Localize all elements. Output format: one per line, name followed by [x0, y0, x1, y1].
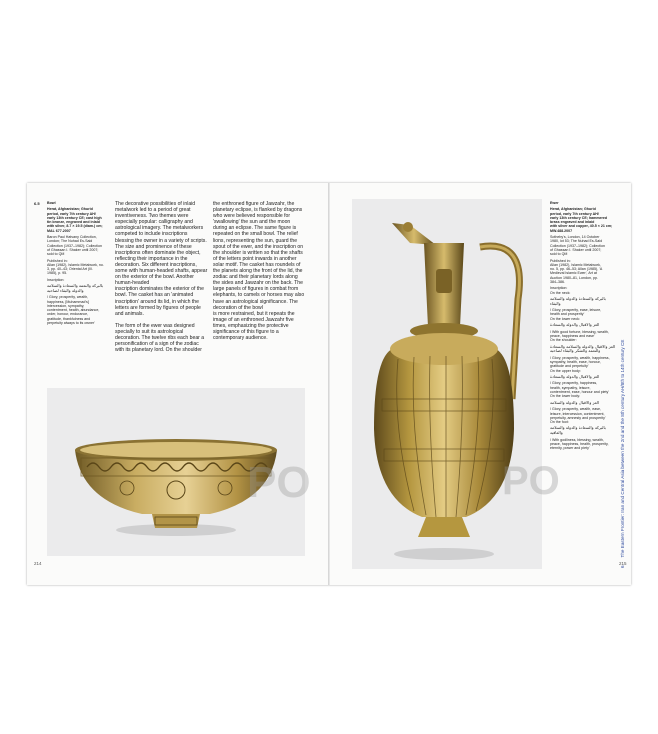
- inscription-arabic: بالبركة والسعادة والدولة والسلامة والعافية: [550, 425, 606, 436]
- catalogue-number: 6.5: [34, 201, 40, 206]
- page-number: 215: [619, 561, 627, 566]
- inscription-translation: / Glory, prosperity, ease, leisure, health and prosperity' On the lower neck:: [550, 308, 602, 321]
- bowl-photo: [47, 388, 311, 556]
- inscription-translation: / Glory, prosperity, wealth, happiness, [Muhammad's] intercession, sympathy, contentment, health, abundance, order, honour, endurance, gratitude, thankfulness and perpetuity always to its owner': [47, 295, 100, 326]
- provenance: Sotheby's, London, 14 October 1980, lot 53; The Nuhad Es-Said Collection (1937–1982); Collection of Ghassan I. Shaker until 2007; sold to QM: [550, 235, 605, 257]
- caption-column: [47, 201, 119, 327]
- inscription-translation: / With godliness, blessing, wealth, peace, happiness, health, prosperity, eternity, power and piety': [550, 437, 609, 451]
- body-paragraph: The decorative possibilities of inlaid metalwork led to a period of great inventiveness. Two themes were especially popular: calligraphy and astrological imagery. The metalworkers competed to include inscriptions blessing the owner in a variety of scripts. The size and prominence of these inscriptions often dominate the object, reflecting their importance in the decoration. Six different inscriptions, some with human-headed shafts, appear on the exterior of the bowl. Another human-headed inscription dominates the exterior of the bowl. The casket has an 'animated inscription' around its lid, in which the letters are formed by figures of people and animals.: [115, 201, 208, 317]
- right-page: [330, 183, 631, 585]
- page-number: 214: [34, 561, 42, 566]
- caption-title: Ewer: [550, 201, 559, 205]
- running-head-number: 6: [620, 565, 625, 568]
- inscription-arabic: العز والاقبال والدولة والسعادة: [550, 322, 600, 328]
- body-paragraph: The form of the ewer was designed specially to suit its astrological decoration. The twelve ribs each bear a personification of a sign of the zodiac with its planetary lord. On the shoulder: [115, 322, 205, 354]
- running-head: [620, 208, 625, 568]
- inscription-arabic: بالبركة والسعادة والدولة والسلامة والبقاء: [550, 295, 606, 306]
- left-page: [27, 183, 328, 585]
- published: Published in: Allan (1982), Islamic Metalwork, no. 5, pp. 46–53; Allan (1985), 'A Medieval Islamic Ewer', Art at Auction 1980–81, London, pp. 384–386.: [550, 258, 603, 285]
- inscription-arabic: العز والاقبال والدولة والسعادة: [550, 373, 600, 379]
- book-spread: [27, 183, 631, 585]
- inscription-translation: / Glory, prosperity, wealth, ease, leisure, intercession, contentment, perpetuity, amnesty and prosperity' On the foot:: [550, 407, 606, 425]
- inscription-translation: / With good fortune, blessing, wealth, peace, happiness and ease' On the shoulder:: [550, 329, 609, 343]
- published: Published in: Allan (1982), Islamic Metalwork, no. 3, pp. 40–43; Oriental Art (Ill. 1985), p. 95.: [47, 258, 104, 276]
- inscription-translation: / Glory, prosperity, happiness, health, sympathy, leisure, contentment, ease, honour and piety' On the lower body:: [550, 381, 610, 399]
- body-paragraph: the enthroned figure of Jawzahr, the planetary eclipse, is flanked by dragons who were believed responsible for 'swallowing' the sun and the moon during an eclipse. The same figure is repeated on the small bowl. The relief lions, representing the sun, guard the spout of the ewer, and the inscription on the shoulder is written so that the shafts of the letters point inwards in another solar motif. The casket has roundels of the planets along the front of the lid, the zodiac and their planetary lords along the sides and Jawzahr on the back. The large panels of figures in combat from elephants, to camels or horses may also have an astrological significance. The decoration of the bowl is more restrained, but it repeats the image of an enthroned Jawzahr five times, emphasizing the protective significance of this figure to a contemporary audience.: [213, 201, 305, 342]
- body-column-2: [213, 201, 313, 347]
- watermark: PO: [247, 458, 311, 507]
- inscription-translation: / Glory, prosperity, wealth, happiness, sympathy, health, ease, honour, gratitude and perpetuity' On the upper body:: [550, 355, 610, 373]
- watermark: PO: [502, 459, 560, 503]
- caption-details: Herat, Afghanistan; Ghurid period, early 7th century AH/ early 13th century CE; hammered brass engraved and inlaid with silver and copper, 40.5 × 21 cm; MW.488.2007: [550, 207, 613, 233]
- caption-column: [550, 201, 616, 453]
- inscription-arabic: العز والاقبال والدولة والسلامة: [550, 399, 600, 405]
- inscription-label: Inscription: On the neck:: [550, 286, 571, 295]
- inscription-arabic: بالبركة والنعمة والسعادة والسلامة والدولة والبقاء لصاحبه: [47, 283, 104, 293]
- ewer-image: [352, 199, 542, 569]
- caption-details: Herat, Afghanistan; Ghurid period, early 7th century AH/ early 13th century CE; cast high tin bronze, engraved and inlaid with silver, 8.7 × 19.5 (diam.) cm; MAL 677.2007: [47, 207, 103, 233]
- body-column-1: [115, 201, 211, 359]
- provenance: Baron Paul Hatvany Collection, London; The Nuhad Es-Said Collection (1937–1982); Collection of Ghassan I. Shaker until 2007; sold to QM: [47, 235, 102, 257]
- caption-title: Bowl: [47, 201, 56, 205]
- inscription-arabic: العز والاقبال والدولة والسلامة والسعادة والنعمة والشكر والبقاء لصاحبه: [550, 343, 616, 354]
- inscription-label: Inscription:: [47, 277, 65, 282]
- running-head-title: The Eastern Frontier: Iran and Central Asia between the 2nd and the 8th century AH/8th to 14th century CE: [620, 339, 625, 558]
